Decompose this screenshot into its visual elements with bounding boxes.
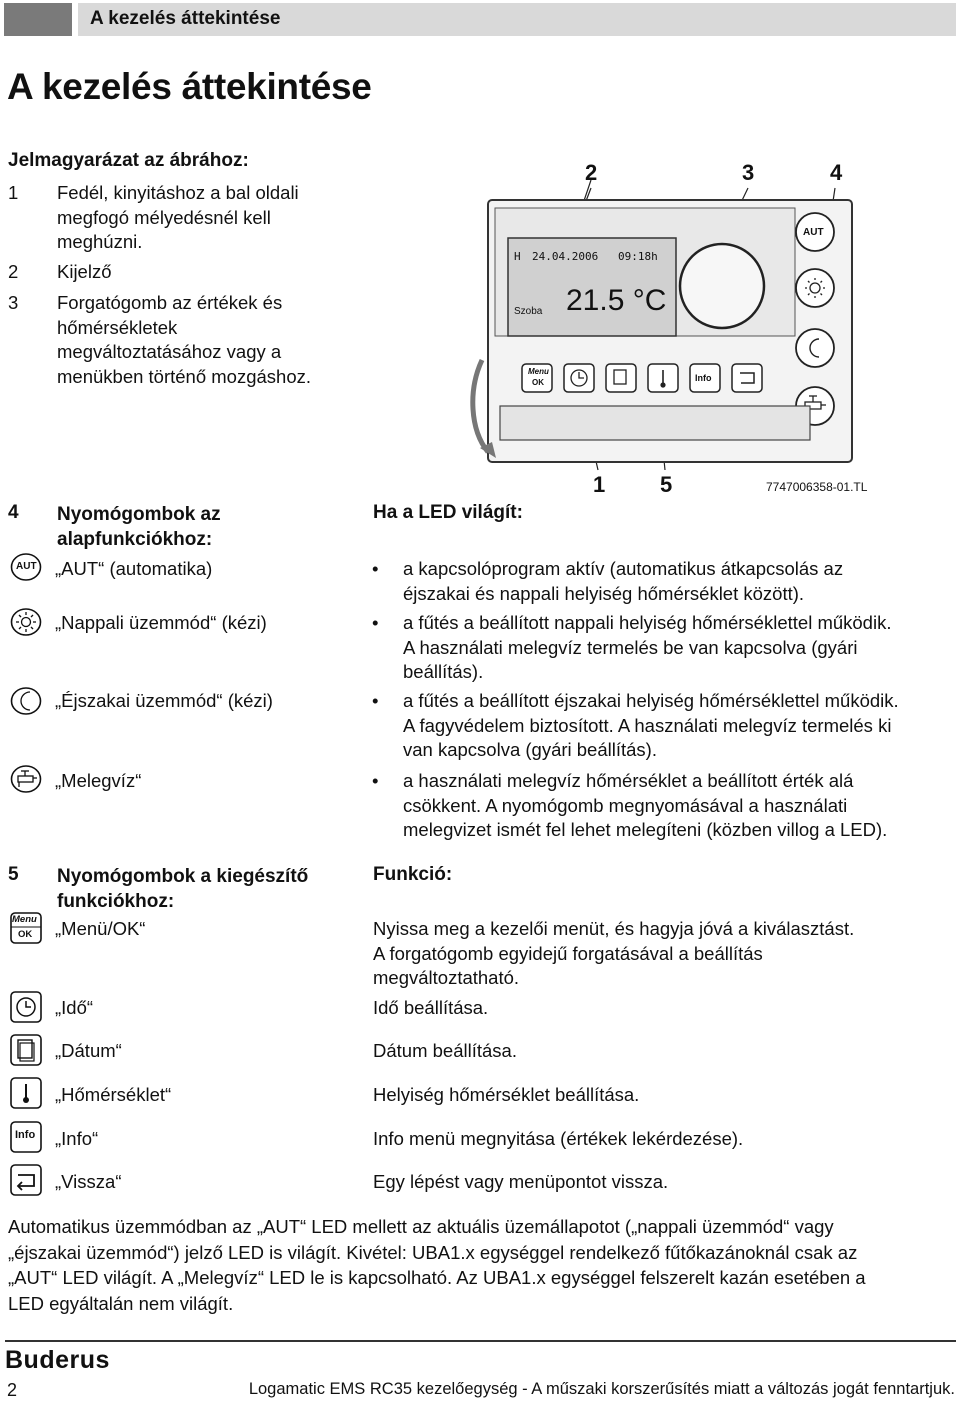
lcd-time: 09:18h [618, 250, 658, 263]
info-desc: Info menü megnyitása (értékek lekérdezése). [373, 1128, 744, 1149]
ok-icon-text: OK [18, 929, 33, 940]
back-desc: Egy lépést vagy menüpontot vissza. [373, 1171, 669, 1192]
legend-num-3: 3 [8, 292, 19, 313]
night-mode-desc [403, 689, 953, 763]
night-mode-desc-line: A fagyvédelem biztosított. A használati melegvíz termelés ki [403, 714, 892, 736]
legend-item-2-line: Kijelző [57, 261, 112, 282]
callout-4: 4 [830, 160, 843, 185]
date-label: „Dátum“ [55, 1040, 122, 1061]
night-mode-desc-line: a fűtés a beállított éjszakai helyiség hőmérséklettel működik. [403, 690, 899, 711]
ok-button-label: OK [532, 378, 544, 387]
menu-ok-desc-line: Nyissa meg a kezelői menüt, és hagyja jóvá a kiválasztást. [373, 918, 855, 939]
legend-num-1: 1 [8, 182, 19, 203]
aut-button-label: AUT [803, 227, 824, 238]
menu-ok-label: „Menü/OK“ [55, 918, 146, 939]
menu-ok-desc [373, 917, 953, 991]
info-label: „Info“ [55, 1128, 99, 1149]
back-arrow-icon [10, 1164, 42, 1196]
lcd-date: 24.04.2006 [532, 250, 599, 263]
time-label: „Idő“ [55, 997, 94, 1018]
section5-heading-line: funkciókhoz: [57, 891, 175, 912]
lcd-room: Szoba [514, 306, 543, 317]
legend-item-3-line: menükben történő mozgáshoz. [57, 365, 312, 387]
legend-item-1 [57, 181, 299, 255]
back-button [732, 364, 762, 392]
day-mode-label: „Nappali üzemmód“ (kézi) [55, 612, 267, 633]
section5-num: 5 [8, 864, 19, 885]
clock-icon [10, 991, 42, 1023]
controller-illustration [460, 180, 870, 475]
aut-label: „AUT“ (automatika) [55, 558, 213, 579]
night-mode-label: „Éjszakai üzemmód“ (kézi) [55, 690, 273, 711]
rotary-knob [680, 244, 764, 328]
hot-water-desc [403, 769, 953, 843]
footer-text: Logamatic EMS RC35 kezelőegység - A műszaki korszerűsítés miatt a változás jogát fenntartjuk. [248, 1380, 955, 1398]
figure-code: 7747006358-01.TL [766, 480, 868, 494]
page-title: A kezelés áttekintése [7, 66, 372, 107]
day-mode-desc-line: A használati melegvíz termelés be van kapcsolva (gyári [403, 636, 858, 658]
brand-logo: Buderus [5, 1346, 110, 1374]
callout-2: 2 [585, 160, 598, 185]
day-mode-button [796, 269, 834, 307]
note-line: Automatikus üzemmódban az „AUT“ LED mellett az aktuális üzemállapotot („nappali üzemmód“ vagy [8, 1216, 834, 1237]
bullet: • [372, 612, 379, 633]
section5-heading [57, 864, 308, 914]
bullet: • [372, 558, 379, 579]
section5-heading-line: Nyomógombok a kiegészítő [57, 866, 309, 887]
temperature-desc: Helyiség hőmérséklet beállítása. [373, 1084, 640, 1105]
menu-button-label: Menu [528, 367, 549, 376]
thermometer-icon [10, 1077, 42, 1109]
section4-heading-line: alapfunkciókhoz: [57, 529, 213, 550]
section4-heading [57, 502, 221, 552]
info-button-label: Info [695, 373, 712, 383]
note-line: „éjszakai üzemmód“) jelző LED is világít. Kivétel: UBA1.x egységgel rendelkező fűtőkazánoknál csak az [8, 1241, 858, 1263]
temperature-label: „Hőmérséklet“ [55, 1084, 172, 1105]
bullet: • [372, 770, 379, 791]
night-mode-desc-line: van kapcsolva (gyári beállítás). [403, 739, 657, 760]
legend-num-2: 2 [8, 261, 19, 282]
header-section-title: A kezelés áttekintése [90, 8, 281, 29]
night-mode-button [796, 329, 834, 367]
hot-water-desc-line: a használati melegvíz hőmérséklet a beállított érték alá [403, 770, 854, 791]
menu-icon-text: Menu [12, 914, 37, 925]
day-mode-desc-line: a fűtés a beállított nappali helyiség hőmérséklettel működik. [403, 612, 892, 633]
day-mode-desc [403, 611, 953, 685]
aut-desc [403, 557, 953, 606]
calendar-icon [10, 1034, 42, 1066]
menu-ok-desc-line: megváltoztatható. [373, 967, 520, 988]
aut-icon-text: AUT [16, 561, 37, 572]
legend-item-1-line: meghúzni. [57, 231, 143, 252]
legend-item-1-line: megfogó mélyedésnél kell [57, 206, 271, 228]
note-line: LED egyáltalán nem világít. [8, 1292, 234, 1314]
callout-5: 5 [660, 472, 673, 497]
section5-right-heading: Funkció: [373, 864, 453, 885]
callout-1: 1 [593, 472, 606, 497]
note-line: „AUT“ LED világít. A „Melegvíz“ LED le is kapcsolható. Az UBA1.x egységgel felszerelt kazán esetében a [8, 1267, 866, 1288]
open-arrow [473, 360, 488, 452]
footer-divider [5, 1340, 956, 1342]
bullet: • [372, 690, 379, 711]
tap-icon [10, 764, 42, 794]
hot-water-desc-line: csökkent. A nyomógomb megnyomásával a használati [403, 794, 848, 816]
lcd-day: H [514, 250, 521, 263]
lcd-temperature: 21.5 °C [566, 284, 667, 317]
header-marker [4, 3, 72, 36]
callout-3: 3 [742, 160, 755, 185]
moon-icon [10, 686, 42, 716]
lid [500, 406, 810, 440]
legend-item-1-line: Fedél, kinyitáshoz a bal oldali [57, 182, 299, 203]
legend-item-3-line: megváltoztatásához vagy a [57, 341, 282, 362]
section4-right-heading: Ha a LED világít: [373, 502, 523, 523]
time-desc: Idő beállítása. [373, 997, 489, 1018]
date-desc: Dátum beállítása. [373, 1040, 517, 1061]
date-button [606, 364, 636, 392]
section4-num: 4 [8, 502, 19, 523]
page-number: 2 [7, 1380, 18, 1400]
legend-item-2 [57, 260, 112, 285]
legend-item-3-line: Forgatógomb az értékek és [57, 292, 283, 313]
aut-desc-line: éjszakai és nappali helyiség hőmérséklet között). [403, 582, 805, 604]
aut-desc-line: a kapcsolóprogram aktív (automatikus átkapcsolás az [403, 558, 844, 579]
day-mode-desc-line: beállítás). [403, 661, 484, 682]
legend-heading: Jelmagyarázat az ábrához: [8, 150, 249, 171]
section4-heading-line: Nyomógombok az [57, 504, 221, 525]
menu-ok-desc-line: A forgatógomb egyidejű forgatásával a beállítás [373, 942, 763, 964]
hot-water-label: „Melegvíz“ [55, 770, 142, 791]
legend-item-3-line: hőmérsékletek [57, 316, 178, 338]
hot-water-desc-line: melegvizet ismét fel lehet melegíteni (közben villog a LED). [403, 819, 888, 840]
legend-item-3 [57, 291, 311, 389]
note-paragraph [8, 1214, 956, 1316]
back-label: „Vissza“ [55, 1171, 122, 1192]
sun-icon [10, 607, 42, 637]
info-icon-text: Info [15, 1129, 36, 1141]
